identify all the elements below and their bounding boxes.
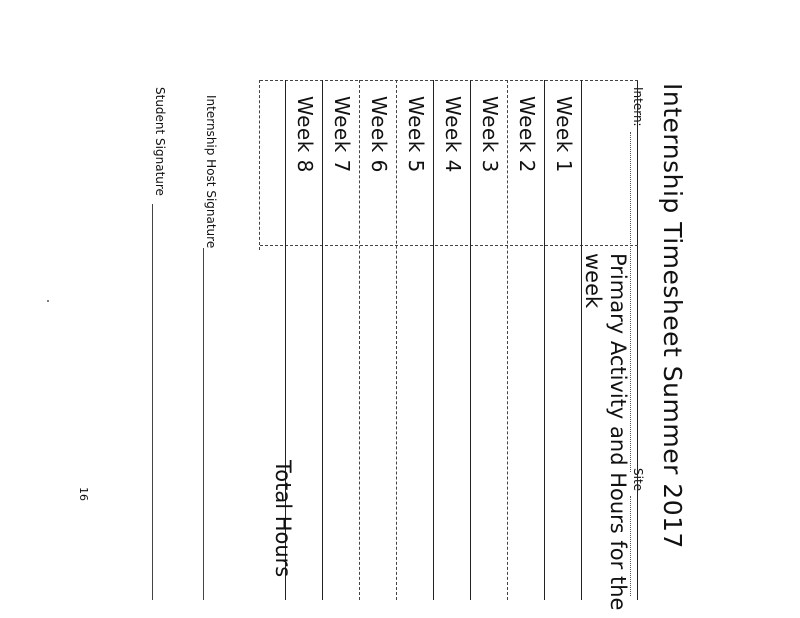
page-number: 16: [77, 487, 90, 501]
week-label: Week 2: [515, 96, 539, 173]
row-rule-2: [507, 80, 508, 600]
total-hours-label: Total Hours: [271, 460, 295, 578]
row-rule-5: [396, 80, 397, 600]
week-label: Week 6: [367, 96, 391, 173]
week-label: Week 8: [293, 96, 317, 173]
host-signature-line: [203, 248, 204, 600]
total-rule: [259, 80, 260, 250]
intern-field-line: [630, 132, 631, 472]
row-rule-3: [470, 80, 471, 600]
scan-speck: [47, 300, 49, 302]
header-bottom-rule: [581, 80, 582, 600]
row-rule-1: [544, 80, 545, 600]
week-label: Week 4: [441, 96, 465, 173]
week-label: Week 3: [478, 96, 502, 173]
row-rule-6: [359, 80, 360, 600]
week-label: Week 1: [552, 96, 576, 173]
intern-label: Intern:: [631, 87, 645, 127]
activity-column-header: Primary Activity and Hours for the week: [581, 253, 630, 611]
week-label: Week 7: [330, 96, 354, 173]
student-signature-line: [152, 204, 153, 600]
row-rule-4: [433, 80, 434, 600]
row-rule-7: [322, 80, 323, 600]
student-signature-label: Student Signature: [153, 87, 167, 196]
host-signature-label: Internship Host Signature: [204, 95, 218, 249]
site-label: Site: [631, 468, 645, 492]
week-label: Week 5: [404, 96, 428, 173]
table-top-rule: [637, 80, 638, 600]
site-field-line: [630, 496, 631, 596]
page-title: Internship Timesheet Summer 2017: [658, 83, 687, 549]
